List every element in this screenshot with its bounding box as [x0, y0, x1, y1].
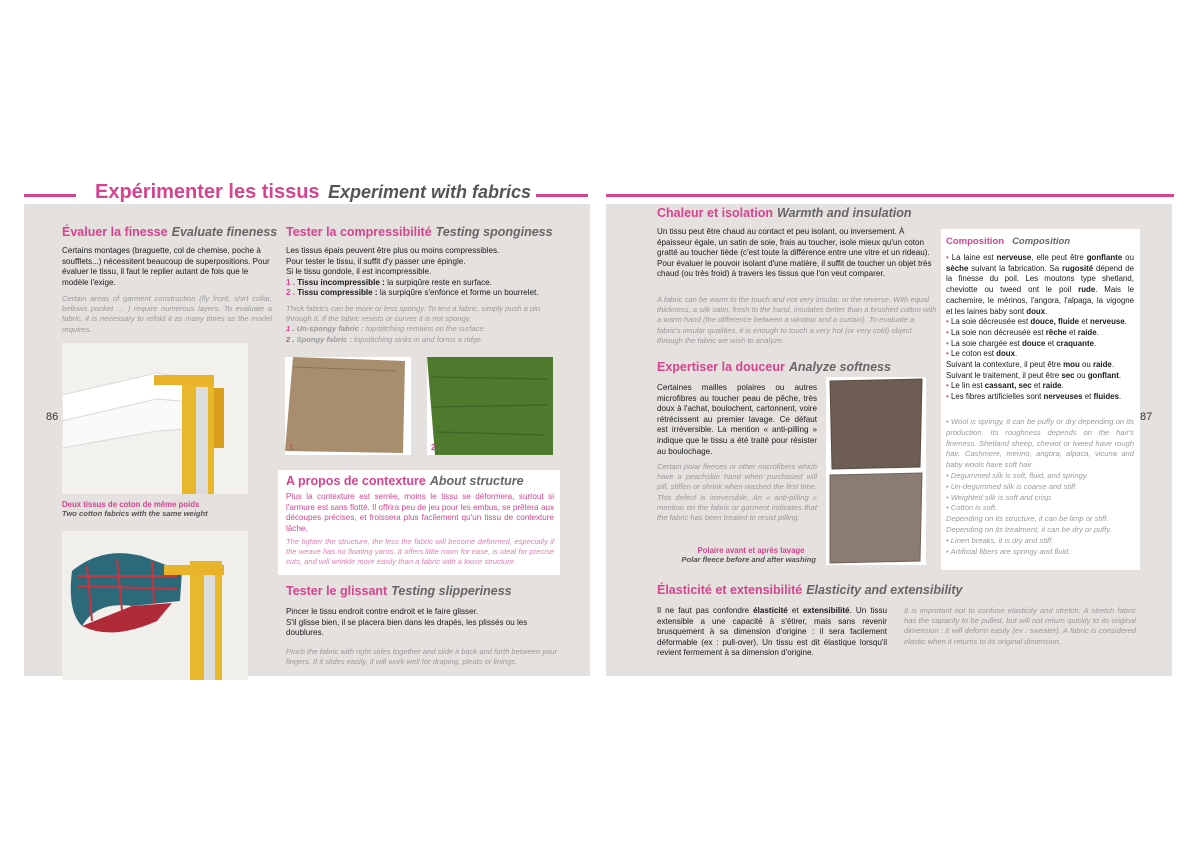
composition-body-en: • Wool is springy, it can be puffy or dry depending on its production. Its roughness depends on the hair's fineness. Shetland sheep, cheviot or tweed have rough hair. Cashmere, merino, angora, alpaca, vicuna and baby wools have soft hair. • Degummed silk is soft, fluid, and springy. • Un-degummed silk is coarse and stiff. • Weighted silk is soft and crisp. • Cotton is soft. Depending on its structure, it can be limp or stiff. Depending on its treatment, it can be dry or puffy. • Linen breaks, it is dry and stiff. • Artificial fibers are springy and fluid.: [946, 417, 1134, 556]
composition-heading: Composition Composition: [946, 236, 1071, 247]
fineness-photo-plaid-fabric: [62, 531, 248, 680]
sponginess-body-en: Thick fabrics can be more or less spongy. To test a fabric, simply push a pin through it. If the fabric resists or curves it is not spongy. 1 . Un-spongy fabric : topstitching remains on the surface. 2 . Spongy fabric : topstitching sinks in and forms a ridge.: [286, 304, 541, 344]
finesse-heading: Évaluer la finesse Evaluate fineness: [62, 225, 278, 239]
top-rule-left-a: [24, 194, 76, 197]
photo-label-1: 1 .: [289, 443, 298, 452]
warmth-body-en: A fabric can be warm to the touch and not very insular, or the reverse. With equal thickness, a silk satin, fresh to the hand, insulates better than a brushed cotton with a warm hand (the difference between a window and a curtain). To evaluate a fabric's insular qualities, it is enough to touch a very hot (or very cold) object through the fabric we wish to analyze.: [657, 295, 937, 345]
page-number-left: 86: [46, 411, 59, 423]
page-number-right: 87: [1140, 411, 1153, 423]
structure-heading: A propos de contexture About structure: [286, 474, 524, 488]
elasticity-body-en: It is important not to confuse elasticity and stretch. A stretch fabric has the capacity to be pulled, but will not return quickly to its original dimension : it will deform easily (ex : sweater). A fabric is considered elastic when it returns to its original dimension.: [904, 606, 1136, 646]
top-rule-left-b: [536, 194, 588, 197]
top-rule-right: [606, 194, 1174, 197]
slipperiness-heading: Tester le glissant Testing slipperiness: [286, 584, 512, 598]
fleece-photo: [826, 377, 926, 565]
elasticity-heading: Élasticité et extensibilité Elasticity and extensibility: [657, 583, 963, 597]
page-title: Expérimenter les tissus Experiment with fabrics: [95, 181, 532, 203]
unspongy-fabric-photo: [285, 357, 411, 455]
warmth-heading: Chaleur et isolation Warmth and insulation: [657, 206, 912, 220]
softness-body-en: Certain polar fleeces or other microfibers which have a peachskin hand when purchased will pill, stiffen or shrink when washed the first time. This defect is irreversible. An « anti-pilling » mention on the fabric or garment indicates that the fabric has been treated to resist pilling.: [657, 462, 817, 523]
fineness-caption: Deux tissus de coton de même poids Two cotton fabrics with the same weight: [62, 500, 208, 518]
softness-heading: Expertiser la douceur Analyze softness: [657, 360, 891, 374]
elasticity-body: Il ne faut pas confondre élasticité et extensibilité. Un tissu extensible a une capacité à s'étirer, mais sans revenir brusquement à sa dimension d'origine : il sera facilement déformable (ex : pull-over). Un tissu est dit élastique lorsqu'il revient fermement à sa dimension d'origine.: [657, 606, 887, 658]
fleece-caption: Polaire avant et après lavage Polar fleece before and after washing: [681, 546, 816, 564]
slipperiness-body: Pincer le tissu endroit contre endroit et le faire glisser. S'il glisse bien, il se placera bien dans les drapés, les plissés ou les doublures.: [286, 607, 528, 638]
slipperiness-body-en: Pinch the fabric with right sides together and slide it back and forth between your fingers. If it slides easily, it will work well for draping, pleats or linings.: [286, 647, 557, 667]
structure-body: Plus la contexture est serrée, moins le tissu se déformera, surtout si l'armure est sans flotté. Il offrira peu de jeu pour les embus, se prêtera aux découpes précises, et froissera plus facilement qu'un tissu de contexture lâche.: [286, 492, 554, 533]
fineness-photo-white-fabric: [62, 343, 248, 494]
softness-body: Certaines mailles polaires ou autres microfibres au toucher peau de pêche, très doux à l'achat, boulochent, cartonnent, voire rétrécissent au premier lavage. Ce défaut est irréversible. La mention « anti-pilling » indique que le tissu a été traité pour résister au boulochage.: [657, 383, 817, 456]
composition-body: • La laine est nerveuse, elle peut être gonflante ou sèche suivant la fabrication. Sa rugosité dépend de la finesse du poil. Les moutons type shetland, cheviotte ou tweed ont le poil rude. Mais le cachemire, le mérinos, l'angora, l'alpaga, la vigogne et les laines baby sont doux. • La soie décreusée est douce, fluide et nerveuse. • La soie non décreusée est rêche et raide. • La soie chargée est douce et craquante. • Le coton est doux. Suivant la contexture, il peut être mou ou raide. Suivant le traitement, il peut être sec ou gonflant. • Le lin est cassant, sec et raide. • Les fibres artificielles sont nerveuses et fluides.: [946, 253, 1135, 402]
finesse-body: Certains montages (braguette, col de chemise, poche à soufflets...) nécessitent beaucoup de superpositions. Pour évaluer le tissu, il faut le replier autant de fois que le modèle l'exige.: [62, 246, 270, 287]
sponginess-heading: Tester la compressibilité Testing sponginess: [286, 225, 553, 239]
photo-label-2: 2 .: [431, 443, 440, 452]
structure-body-en: The tighter the structure, the less the fabric will become deformed, especially if the weave has no floating yarns. It offers little room for ease, is ideal for precise cuts, and will wrinkle more easily than a fabric with a loose structure.: [286, 537, 554, 567]
warmth-body: Un tissu peut être chaud au contact et peu isolant, ou inversement. À épaisseur égale, un satin de soie, frais au toucher, isole mieux qu'un coton gratté au toucher tiède (c'est toute la différence entre une vitre et un rideau). Pour évaluer le pouvoir isolant d'une matière, il suffit de toucher un objet très chaud (ou très froid) à travers les tissus que l'on veut comparer.: [657, 227, 932, 279]
sponginess-body: Les tissus épais peuvent être plus ou moins compressibles. Pour tester le tissu, il suffit d'y passer une épingle. Si le tissu gondole, il est incompressible. 1 . Tissu incompressible : la surpiqûre reste en surface. 2 . Tissu compressible : la surpiqûre s'enfonce et forme un bourrelet.: [286, 246, 539, 298]
finesse-body-en: Certain areas of garment construction (fly front, shirt collar, bellows pocket … ) require numerous layers. To evaluate a fabric, it is necessary to refold it as many times as the model requires.: [62, 294, 272, 334]
spongy-fabric-photo: [427, 357, 553, 455]
